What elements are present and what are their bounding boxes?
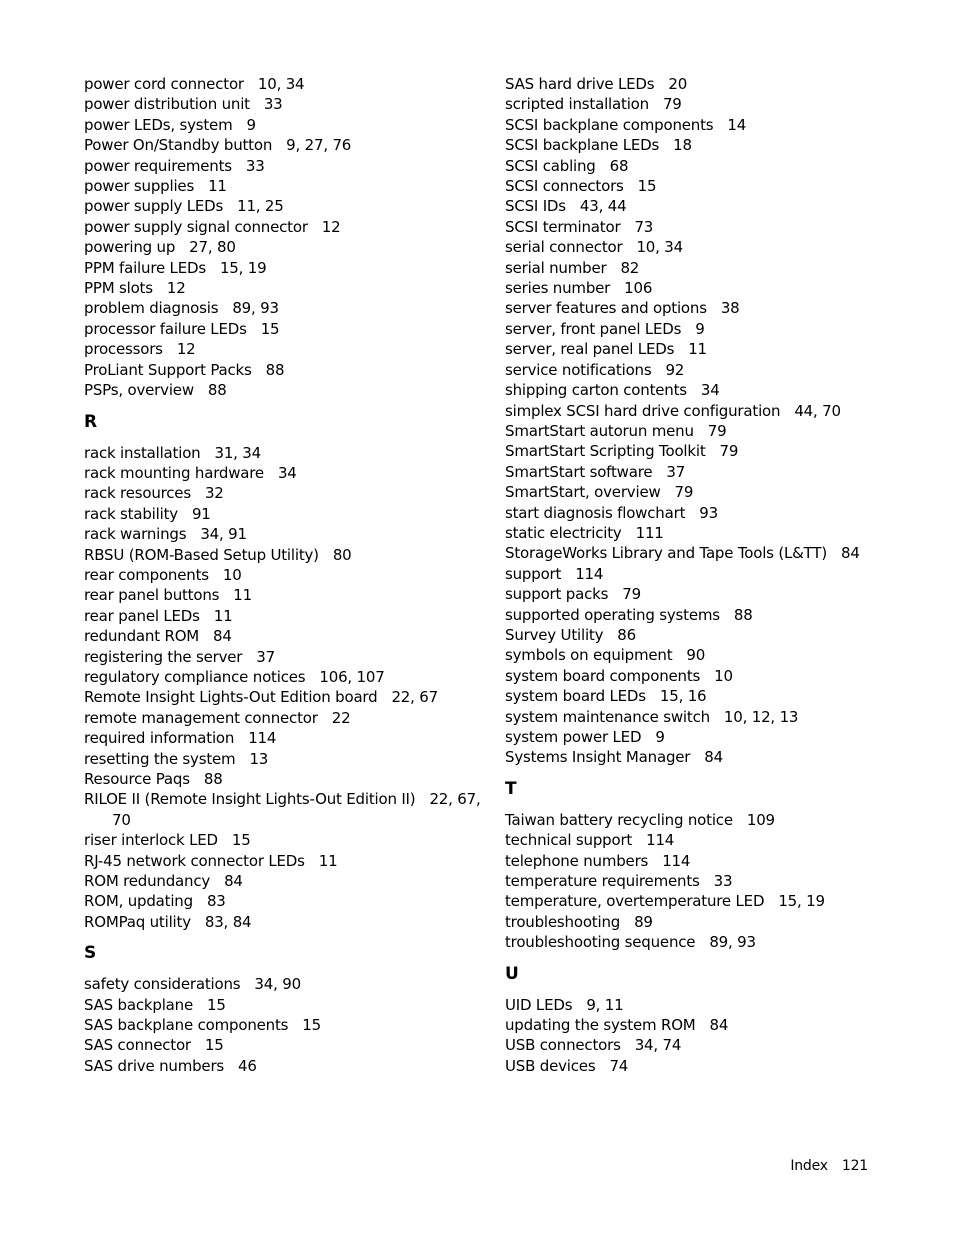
index-term: RBSU (ROM-Based Setup Utility) — [84, 545, 319, 564]
index-entry — [505, 584, 925, 604]
index-page-refs[interactable]: 15, 19 — [778, 892, 825, 911]
index-page-refs[interactable]: 89 — [634, 912, 653, 931]
index-term: updating the system ROM — [505, 1016, 696, 1035]
index-page-refs[interactable]: 90 — [686, 646, 706, 665]
index-page-refs[interactable]: 109 — [746, 810, 775, 829]
index-page-refs[interactable]: 114 — [248, 729, 277, 748]
index-entry — [84, 626, 484, 646]
index-entry — [505, 686, 925, 706]
index-term: rear components — [84, 565, 209, 584]
index-page-refs[interactable]: 84 — [224, 872, 243, 891]
index-term: rack mounting hardware — [84, 463, 264, 482]
index-term: support — [505, 564, 562, 583]
index-page-refs[interactable]: 46 — [238, 1056, 257, 1075]
index-term: troubleshooting sequence — [505, 933, 696, 952]
index-page-refs[interactable]: 20 — [668, 75, 688, 93]
index-page-refs[interactable]: 80 — [332, 545, 352, 564]
index-term: SAS backplane components — [84, 1016, 289, 1035]
index-term: scripted installation — [505, 95, 649, 114]
index-term: system board LEDs — [505, 687, 646, 706]
index-entry — [505, 830, 925, 850]
index-entry — [505, 747, 925, 767]
index-term: rack stability — [84, 504, 178, 523]
index-entry — [84, 135, 484, 155]
index-term: SCSI cabling — [505, 156, 596, 175]
index-page-refs[interactable]: 11 — [208, 177, 227, 196]
index-page-refs[interactable]: 22 — [331, 708, 351, 727]
index-term: USB connectors — [505, 1036, 621, 1055]
index-term: SAS backplane — [84, 995, 194, 1014]
index-term: technical support — [505, 831, 633, 850]
index-section-letter: T — [505, 778, 517, 799]
index-term: Taiwan battery recycling notice — [505, 810, 733, 829]
footer-page-number: 121 — [841, 1158, 868, 1174]
index-entry — [505, 891, 925, 911]
index-page-refs[interactable]: 84 — [841, 544, 860, 563]
index-section-letter: S — [84, 943, 97, 964]
index-page-refs[interactable]: 84 — [213, 627, 232, 646]
index-term: processors — [84, 340, 163, 359]
index-page-refs[interactable]: 88 — [203, 770, 223, 788]
index-term: server, real panel LEDs — [505, 340, 675, 359]
index-term: SmartStart Scripting Toolkit — [505, 442, 706, 461]
index-entry — [505, 339, 925, 359]
index-page-refs[interactable]: 15 — [204, 1036, 224, 1055]
index-page-refs[interactable]: 82 — [620, 258, 640, 277]
index-term: server, front panel LEDs — [505, 319, 682, 338]
index-term: service notifications — [505, 360, 652, 379]
index-term: required information — [84, 729, 235, 748]
index-page-refs[interactable]: 10, 12, 13 — [723, 707, 799, 726]
index-term: redundant ROM — [84, 627, 200, 646]
index-entry — [84, 565, 484, 585]
index-entry — [84, 237, 484, 257]
index-page-refs[interactable]: 43, 44 — [579, 197, 627, 216]
index-term: power requirements — [84, 156, 232, 175]
index-page-refs[interactable]: 10, 34 — [636, 238, 683, 257]
index-entry — [505, 645, 925, 665]
index-term: start diagnosis flowchart — [505, 503, 686, 522]
index-entry — [84, 667, 484, 687]
index-entry — [84, 176, 484, 196]
index-page-refs[interactable]: 84 — [709, 1016, 729, 1035]
index-term: SCSI backplane LEDs — [505, 136, 660, 155]
index-entry — [84, 278, 484, 298]
index-term: system power LED — [505, 728, 642, 746]
index-page-refs[interactable]: 11 — [688, 340, 707, 359]
index-page-refs[interactable]: 37 — [256, 647, 275, 666]
index-page-refs[interactable]: 22, 67, 70 — [112, 790, 481, 829]
index-term: serial number — [505, 258, 607, 277]
index-entry — [84, 687, 484, 707]
index-term: series number — [505, 279, 611, 298]
index-entry — [84, 1056, 484, 1076]
index-term: symbols on equipment — [505, 646, 673, 665]
index-entry — [84, 974, 484, 994]
index-entry — [84, 708, 484, 728]
index-entry — [505, 94, 925, 114]
index-entry — [84, 258, 484, 278]
index-page-refs[interactable]: 74 — [609, 1056, 629, 1075]
index-page-refs[interactable]: 34 — [277, 463, 297, 482]
index-entry — [505, 727, 925, 747]
index-page-refs[interactable]: 73 — [634, 217, 654, 236]
index-column-right — [505, 74, 925, 1076]
index-page-refs[interactable]: 114 — [662, 851, 691, 870]
index-term: problem diagnosis — [84, 299, 219, 318]
index-term: StorageWorks Library and Tape Tools (L&TT) — [505, 544, 827, 563]
index-term: USB devices — [505, 1056, 596, 1075]
index-term: PPM failure LEDs — [84, 258, 206, 277]
index-entry — [84, 995, 484, 1015]
index-term: power cord connector — [84, 75, 244, 93]
index-entry — [505, 380, 925, 400]
index-term: RILOE II (Remote Insight Lights-Out Edition II) — [84, 790, 416, 809]
index-page-refs[interactable]: 9, 27, 76 — [286, 136, 352, 155]
index-entry — [84, 156, 484, 176]
index-term: supported operating systems — [505, 605, 720, 624]
index-page-refs[interactable]: 18 — [673, 136, 692, 155]
index-entry — [505, 441, 925, 461]
index-page-refs[interactable]: 10, 34 — [257, 75, 305, 93]
index-entry — [505, 503, 925, 523]
index-entry — [84, 217, 484, 237]
index-entry — [505, 625, 925, 645]
index-entry — [84, 339, 484, 359]
index-page-refs[interactable]: 114 — [646, 831, 675, 850]
index-term: safety considerations — [84, 975, 241, 994]
index-entry — [505, 401, 925, 421]
index-page-refs[interactable]: 68 — [609, 156, 629, 175]
index-entry — [84, 298, 484, 318]
index-page-refs[interactable]: 13 — [249, 749, 269, 768]
index-entry — [505, 237, 925, 257]
index-term: UID LEDs — [505, 995, 573, 1014]
index-entry — [84, 606, 484, 626]
index-page-refs[interactable]: 15 — [207, 995, 226, 1014]
index-entry — [84, 319, 484, 339]
index-page-refs[interactable]: 37 — [666, 462, 686, 481]
index-term: rack warnings — [84, 525, 187, 544]
index-page-refs[interactable]: 34, 90 — [254, 975, 301, 994]
index-page-refs[interactable]: 79 — [707, 421, 727, 440]
index-term: PPM slots — [84, 279, 153, 298]
index-page-refs[interactable]: 33 — [713, 872, 733, 891]
index-page-refs[interactable]: 86 — [617, 625, 636, 644]
index-entry — [84, 728, 484, 748]
index-entry — [84, 647, 484, 667]
index-term: SmartStart autorun menu — [505, 421, 694, 440]
index-term: rack resources — [84, 484, 191, 503]
index-page-refs[interactable]: 15, 19 — [219, 258, 267, 277]
index-term: troubleshooting — [505, 912, 621, 931]
index-term: power supplies — [84, 177, 195, 196]
index-entry — [84, 1015, 484, 1035]
index-page-refs[interactable]: 33 — [263, 95, 283, 114]
index-term: power distribution unit — [84, 95, 250, 114]
index-entry — [505, 482, 925, 502]
index-entry — [84, 463, 484, 483]
index-page-refs[interactable]: 34, 91 — [200, 525, 247, 544]
index-page-refs[interactable]: 11 — [318, 851, 338, 870]
index-entry — [505, 319, 925, 339]
index-term: power supply LEDs — [84, 197, 224, 216]
index-term: Survey Utility — [505, 625, 604, 644]
index-page-refs[interactable]: 9 — [695, 319, 705, 338]
index-entry — [505, 196, 925, 216]
index-entry — [84, 891, 484, 911]
index-term: SAS hard drive LEDs — [505, 75, 655, 93]
index-page-refs[interactable]: 15, 16 — [659, 687, 707, 706]
index-term: rear panel buttons — [84, 586, 220, 605]
index-entry — [505, 258, 925, 278]
index-entry — [84, 360, 484, 380]
index-term: temperature, overtemperature LED — [505, 892, 765, 911]
index-entry — [505, 74, 925, 94]
index-term: telephone numbers — [505, 851, 649, 870]
index-page-refs[interactable]: 38 — [720, 299, 740, 318]
index-term: Power On/Standby button — [84, 136, 273, 155]
index-entry — [84, 1035, 484, 1055]
index-term: Systems Insight Manager — [505, 748, 691, 767]
index-page-refs[interactable]: 89, 93 — [232, 299, 279, 318]
index-page-refs[interactable]: 11 — [233, 586, 252, 605]
index-page-refs[interactable]: 33 — [245, 156, 265, 175]
index-term: RJ-45 network connector LEDs — [84, 851, 305, 870]
index-page-refs[interactable]: 111 — [635, 523, 664, 542]
index-page-refs[interactable]: 79 — [719, 442, 739, 461]
index-page-refs[interactable]: 9 — [246, 115, 256, 134]
index-page-refs[interactable]: 44, 70 — [794, 401, 841, 420]
index-entry — [84, 196, 484, 216]
index-entry — [505, 176, 925, 196]
index-entry — [505, 217, 925, 237]
index-entry — [505, 543, 925, 563]
index-page-refs[interactable]: 84 — [704, 748, 723, 767]
index-term: serial connector — [505, 238, 623, 257]
index-page-refs[interactable]: 88 — [265, 360, 285, 379]
index-page-refs[interactable]: 27, 80 — [189, 238, 236, 257]
index-page-refs[interactable]: 15 — [260, 319, 280, 338]
index-entry — [505, 115, 925, 135]
index-entry — [84, 483, 484, 503]
index-page-refs[interactable]: 14 — [727, 115, 747, 134]
index-term: static electricity — [505, 523, 622, 542]
index-entry — [505, 278, 925, 298]
index-page-refs[interactable]: 79 — [662, 95, 682, 114]
index-page-refs[interactable]: 114 — [575, 564, 604, 583]
index-entry — [84, 871, 484, 891]
index-entry — [84, 94, 484, 114]
index-entry — [505, 156, 925, 176]
index-entry — [505, 135, 925, 155]
index-term: shipping carton contents — [505, 381, 687, 400]
index-page-refs[interactable]: 15 — [637, 177, 657, 196]
index-page-refs[interactable]: 9 — [655, 728, 665, 746]
index-entry — [84, 749, 484, 769]
index-entry — [84, 74, 484, 94]
index-page-refs[interactable]: 79 — [622, 585, 641, 604]
index-entry — [505, 421, 925, 441]
index-page-refs[interactable]: 92 — [665, 360, 685, 379]
index-term: powering up — [84, 238, 176, 257]
index-entry — [505, 912, 925, 932]
index-entry — [84, 380, 484, 400]
index-term: server features and options — [505, 299, 707, 318]
index-page-refs[interactable]: 88 — [207, 381, 227, 400]
index-page-refs[interactable]: 34 — [700, 381, 720, 400]
index-page-refs[interactable]: 31, 34 — [214, 443, 261, 462]
index-entry — [84, 912, 484, 932]
index-term: SCSI backplane components — [505, 115, 714, 134]
index-term: riser interlock LED — [84, 831, 218, 850]
index-term: system board components — [505, 666, 701, 685]
index-entry — [505, 298, 925, 318]
index-section-letter: R — [84, 411, 98, 432]
index-page-refs[interactable]: 91 — [191, 504, 211, 523]
index-page-refs[interactable]: 89, 93 — [709, 933, 756, 952]
index-page-refs[interactable]: 11, 25 — [237, 197, 284, 216]
index-term: regulatory compliance notices — [84, 667, 306, 686]
index-entry — [84, 769, 484, 789]
index-entry — [505, 995, 925, 1015]
index-term: ROM, updating — [84, 892, 193, 911]
index-entry — [505, 851, 925, 871]
index-section-letter: U — [505, 963, 519, 984]
index-page-refs[interactable]: 88 — [733, 605, 753, 624]
index-term: SAS connector — [84, 1036, 191, 1055]
index-page-refs[interactable]: 79 — [674, 483, 694, 502]
index-term: power LEDs, system — [84, 115, 233, 134]
index-entry — [505, 810, 925, 830]
index-term: ROM redundancy — [84, 872, 211, 891]
index-entry — [505, 1035, 925, 1055]
index-entry — [505, 1015, 925, 1035]
index-entry — [84, 524, 484, 544]
index-term: ROMPaq utility — [84, 912, 191, 931]
footer-label: Index — [790, 1158, 828, 1174]
index-entry — [84, 115, 484, 135]
index-entry — [505, 605, 925, 625]
index-entry — [84, 851, 484, 871]
index-page-refs[interactable]: 12 — [176, 340, 196, 359]
index-page-refs[interactable]: 15 — [302, 1016, 321, 1035]
index-page-refs[interactable]: 106 — [624, 279, 653, 298]
index-term: SCSI connectors — [505, 177, 624, 196]
index-term: ProLiant Support Packs — [84, 360, 252, 379]
index-entry — [84, 504, 484, 524]
index-entry — [84, 830, 484, 850]
index-entry — [505, 1056, 925, 1076]
index-entry — [505, 564, 925, 584]
index-entry — [84, 545, 484, 565]
index-page-refs[interactable]: 34, 74 — [634, 1036, 682, 1055]
index-term: SCSI terminator — [505, 217, 621, 236]
index-entry — [505, 523, 925, 543]
index-entry — [505, 707, 925, 727]
index-page-refs[interactable]: 15 — [231, 831, 251, 850]
index-page-refs[interactable]: 11 — [213, 606, 233, 625]
index-term: power supply signal connector — [84, 217, 308, 236]
index-term: simplex SCSI hard drive configuration — [505, 401, 781, 420]
index-term: Resource Paqs — [84, 770, 190, 788]
index-term: SCSI IDs — [505, 197, 566, 216]
page-footer — [790, 1158, 868, 1174]
index-entry — [84, 585, 484, 605]
index-column-left — [84, 74, 484, 1076]
index-term: processor failure LEDs — [84, 319, 247, 338]
index-entry — [505, 871, 925, 891]
index-term: temperature requirements — [505, 872, 700, 891]
index-term: rear panel LEDs — [84, 606, 200, 625]
index-page-refs[interactable]: 83 — [206, 892, 226, 911]
index-term: registering the server — [84, 647, 243, 666]
index-entry — [505, 360, 925, 380]
index-term: support packs — [505, 585, 609, 604]
index-entry — [505, 932, 925, 952]
index-page-refs[interactable]: 93 — [699, 503, 718, 522]
index-entry — [84, 789, 492, 830]
index-term: remote management connector — [84, 708, 318, 727]
index-page-refs[interactable]: 32 — [204, 484, 224, 503]
index-page-refs[interactable]: 106, 107 — [319, 667, 385, 686]
index-page-refs[interactable]: 12 — [321, 217, 341, 236]
index-term: rack installation — [84, 443, 201, 462]
index-entry — [505, 666, 925, 686]
index-term: SAS drive numbers — [84, 1056, 225, 1075]
index-term: SmartStart software — [505, 462, 653, 481]
index-page-refs[interactable]: 83, 84 — [204, 912, 252, 931]
index-term: PSPs, overview — [84, 381, 194, 400]
index-page-refs[interactable]: 10 — [222, 565, 242, 584]
index-term: SmartStart, overview — [505, 483, 661, 502]
index-page-refs[interactable]: 10 — [714, 666, 733, 685]
index-page-refs[interactable]: 9, 11 — [586, 995, 624, 1014]
index-term: Remote Insight Lights-Out Edition board — [84, 688, 378, 707]
index-page-refs[interactable]: 22, 67 — [391, 688, 438, 707]
index-term: resetting the system — [84, 749, 236, 768]
index-term: system maintenance switch — [505, 707, 710, 726]
index-entry — [84, 443, 484, 463]
index-page-refs[interactable]: 12 — [166, 279, 186, 298]
index-entry — [505, 462, 925, 482]
